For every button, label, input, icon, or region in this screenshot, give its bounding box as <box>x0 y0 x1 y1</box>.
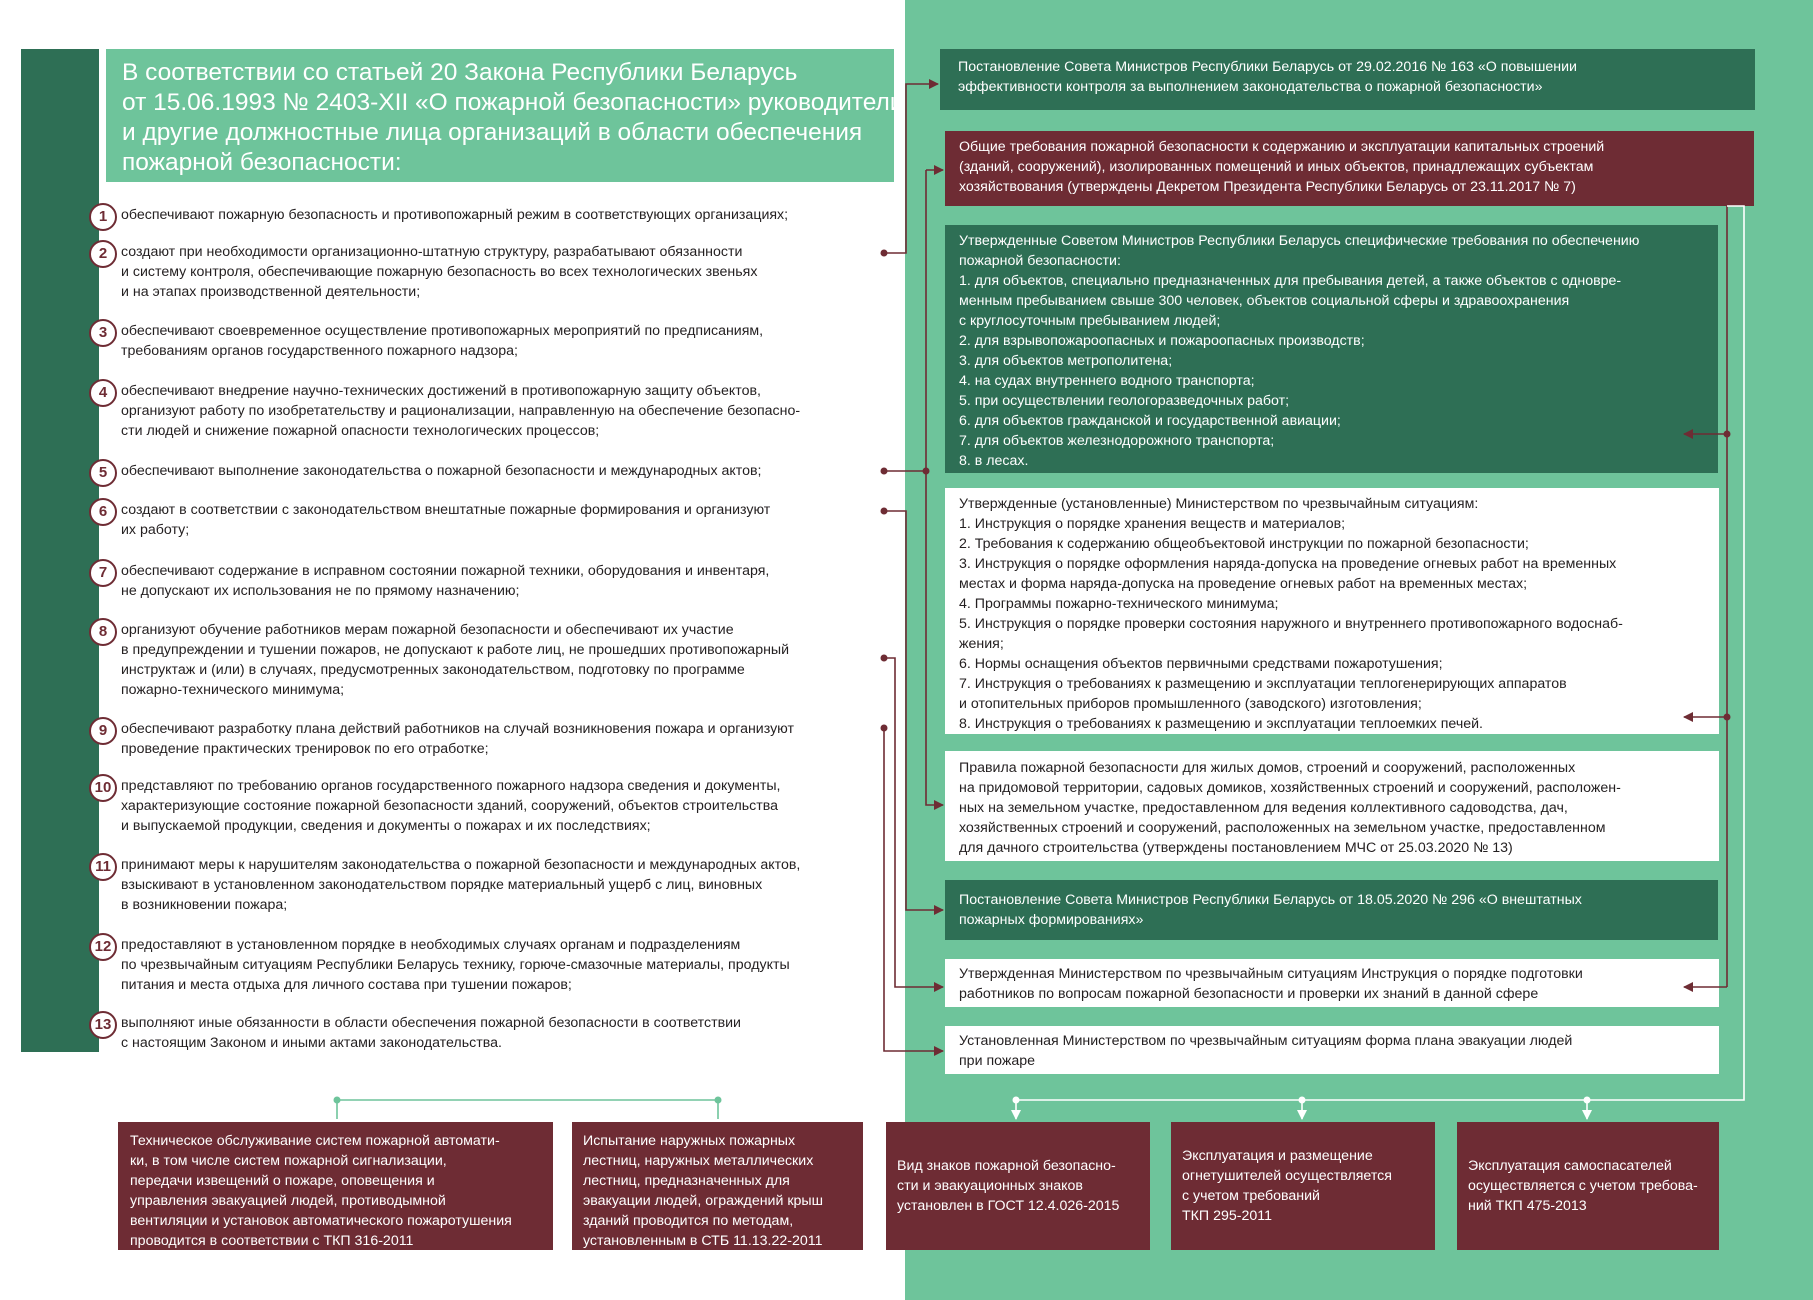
item-line: обеспечивают пожарную безопасность и противопожарный режим в соответствующих организациях; <box>121 207 789 223</box>
box-line: лестниц, наружных металлических <box>583 1153 814 1169</box>
item-text <box>121 461 901 481</box>
box-line: Постановление Совета Министров Республики Беларусь от 29.02.2016 № 163 «О повышении <box>958 59 1577 75</box>
box-line: ТКП 295-2011 <box>1182 1208 1272 1224</box>
item-text <box>121 205 901 225</box>
box-line: эвакуации людей, ограждений крыш <box>583 1193 824 1209</box>
item-text <box>121 719 901 759</box>
self-rescuers-box <box>1457 1122 1719 1250</box>
box-line: менным пребыванием свыше 300 человек, объектов социальной сферы и здравоохранения <box>959 293 1570 309</box>
item-line: обеспечивают разработку плана действий работников на случай возникновения пожара и организуют <box>121 721 795 737</box>
item-line: создают в соответствии с законодательством внештатные пожарные формирования и организуют <box>121 502 771 518</box>
item-line: характеризующие состояние пожарной безопасности зданий, сооружений, объектов строительства <box>121 798 779 814</box>
box-line: передачи извещений о пожаре, оповещения и <box>130 1173 435 1189</box>
box-line: 3. для объектов метрополитена; <box>959 353 1173 369</box>
box-line: 8. в лесах. <box>959 453 1029 469</box>
item-line: в предупреждении и тушении пожаров, не допускают к работе лиц, не прошедших противопожарный <box>121 642 790 658</box>
box-line: 3. Инструкция о порядке оформления наряда-допуска на проведение огневых работ на временных <box>959 556 1617 572</box>
box-line: и отопительных приборов промышленного (заводского) изготовления; <box>959 696 1422 712</box>
item-text <box>121 1013 901 1053</box>
item-number: 6 <box>89 498 117 526</box>
decree-7-requirements-box <box>945 131 1754 206</box>
box-line: Утвержденная Министерством по чрезвычайным ситуациям Инструкция о порядке подготовки <box>959 966 1583 982</box>
item-text <box>121 242 901 302</box>
box-line: Установленная Министерством по чрезвычайным ситуациям форма плана эвакуации людей <box>959 1033 1573 1049</box>
item-number: 2 <box>89 240 117 268</box>
item-line: и систему контроля, обеспечивающие пожарную безопасность во всех технологических звеньях <box>121 264 758 280</box>
item-text <box>121 935 901 995</box>
item-line: обеспечивают выполнение законодательства о пожарной безопасности и международных актов; <box>121 463 762 479</box>
box-line: Утвержденные Советом Министров Республики Беларусь специфические требования по обеспечению <box>959 233 1640 249</box>
box-line: (зданий, сооружений), изолированных помещений и иных объектов, принадлежащих субъектам <box>959 159 1594 175</box>
box-line: Эксплуатация и размещение <box>1182 1148 1373 1164</box>
item-number: 3 <box>89 319 117 347</box>
item-line: пожарно-технического минимума; <box>121 682 345 698</box>
box-line: вентиляции и установок автоматического пожаротушения <box>130 1213 512 1229</box>
item-text <box>121 500 901 540</box>
box-line: Испытание наружных пожарных <box>583 1133 796 1149</box>
item-line: обеспечивают своевременное осуществление противопожарных мероприятий по предписаниям, <box>121 323 764 339</box>
item-line: обеспечивают содержание в исправном состоянии пожарной техники, оборудования и инвентаря, <box>121 563 770 579</box>
box-line: 6. Нормы оснащения объектов первичными средствами пожаротушения; <box>959 656 1443 672</box>
box-line: работников по вопросам пожарной безопасности и проверки их знаний в данной сфере <box>959 986 1539 1002</box>
item-text <box>121 855 901 915</box>
box-line: Вид знаков пожарной безопасно- <box>897 1158 1116 1174</box>
green-connectors <box>337 1100 718 1119</box>
item-text <box>121 561 901 601</box>
item-line: по чрезвычайным ситуациям Республики Беларусь технику, горюче-смазочные материалы, продукты <box>121 957 790 973</box>
item-number: 9 <box>89 717 117 745</box>
item-line: представляют по требованию органов государственного пожарного надзора сведения и документы, <box>121 778 781 794</box>
item-line: обеспечивают внедрение научно-технических достижений в противопожарную защиту объектов, <box>121 383 761 399</box>
box-line: 5. Инструкция о порядке проверки состояния наружного и внутреннего противопожарного водоснаб- <box>959 616 1623 632</box>
box-line: местах и форма наряда-допуска на проведение огневых работ на временных местах; <box>959 576 1528 592</box>
safety-signs-box <box>886 1122 1150 1250</box>
left-accent-bar <box>21 49 99 1052</box>
item-number: 5 <box>89 459 117 487</box>
box-line: 1. для объектов, специально предназначенных для пребывания детей, а также объектов с одновре- <box>959 273 1622 289</box>
emergency-ministry-documents-box <box>945 488 1719 734</box>
resolution-163-box <box>940 49 1755 110</box>
item-line: их работу; <box>121 522 190 538</box>
item-text <box>121 776 901 836</box>
header-line: пожарной безопасности: <box>122 149 402 176</box>
box-line: лестниц, предназначенных для <box>583 1173 790 1189</box>
residential-fire-rules-box <box>945 751 1719 861</box>
box-line: Правила пожарной безопасности для жилых домов, строений и сооружений, расположенных <box>959 760 1576 776</box>
dot <box>334 1097 341 1104</box>
box-line: огнетушителей осуществляется <box>1182 1168 1392 1184</box>
item-line: предоставляют в установленном порядке в необходимых случаях органам и подразделениям <box>121 937 741 953</box>
item-text <box>121 381 901 441</box>
box-line: пожарной безопасности: <box>959 253 1121 269</box>
item-line: принимают меры к нарушителям законодательства о пожарной безопасности и международных актов, <box>121 857 801 873</box>
item-number: 1 <box>89 203 117 231</box>
box-line: хозяйственных строений и сооружений, расположенных на земельном участке, предоставленном <box>959 820 1606 836</box>
box-line: на придомовой территории, садовых домиков, хозяйственных строений и сооружений, расположен- <box>959 780 1621 796</box>
box-line: Эксплуатация самоспасателей <box>1468 1158 1672 1174</box>
resolution-296-box <box>945 880 1718 940</box>
dot <box>715 1097 722 1104</box>
fire-automation-maintenance-box <box>118 1122 553 1250</box>
item-line: организуют работу по изобретательству и рационализации, направленную на обеспечение безопасно- <box>121 403 801 419</box>
fire-ladders-testing-box <box>572 1122 863 1250</box>
item-line: в возникновении пожара; <box>121 897 288 913</box>
fire-extinguishers-box <box>1171 1122 1435 1250</box>
specific-requirements-box <box>945 225 1718 473</box>
box-line: ных на земельном участке, предоставленном для ведения коллективного садоводства, дач, <box>959 800 1568 816</box>
item-line: сти людей и снижение пожарной опасности технологических процессов; <box>121 423 600 439</box>
item-line: питания и места отдыха для личного состава при тушении пожаров; <box>121 977 572 993</box>
box-line: 7. Инструкция о требованиях к размещению и эксплуатации теплогенерирующих аппаратов <box>959 676 1567 692</box>
box-line: ний ТКП 475-2013 <box>1468 1198 1587 1214</box>
item-line: и выпускаемой продукции, сведения и документы о пожарах и их последствиях; <box>121 818 651 834</box>
header-box <box>106 49 904 182</box>
box-line: жения; <box>959 636 1004 652</box>
box-line: установленным в СТБ 11.13.22-2011 <box>583 1233 823 1249</box>
item-text <box>121 620 901 700</box>
box-line: управления эвакуацией людей, противодымной <box>130 1193 446 1209</box>
item-number: 10 <box>89 774 117 802</box>
box-line: с круглосуточным пребыванием людей; <box>959 313 1221 329</box>
box-line: зданий проводится по методам, <box>583 1213 794 1229</box>
item-number: 4 <box>89 379 117 407</box>
box-line: Постановление Совета Министров Республики Беларусь от 18.05.2020 № 296 «О внештатных <box>959 892 1582 908</box>
box-line: 4. на судах внутреннего водного транспорта; <box>959 373 1255 389</box>
header-line: от 15.06.1993 № 2403-XII «О пожарной безопасности» руководители <box>122 89 904 116</box>
item-number: 13 <box>89 1011 117 1039</box>
box-line: при пожаре <box>959 1053 1036 1069</box>
box-line: проводится в соответствии с ТКП 316-2011 <box>130 1233 414 1249</box>
box-line: 2. Требования к содержанию общеобъектовой инструкции по пожарной безопасности; <box>959 536 1529 552</box>
item-line: с настоящим Законом и иными актами законодательства. <box>121 1035 502 1051</box>
training-instruction-box <box>945 959 1719 1007</box>
box-line: 6. для объектов гражданской и государственной авиации; <box>959 413 1341 429</box>
item-line: инструктаж и (или) в случаях, предусмотренных законодательством, подготовку по программе <box>121 662 745 678</box>
box-line: эффективности контроля за выполнением законодательства о пожарной безопасности» <box>958 79 1543 95</box>
box-line: Общие требования пожарной безопасности к содержанию и эксплуатации капитальных строений <box>959 139 1605 155</box>
box-line: 1. Инструкция о порядке хранения веществ и материалов; <box>959 516 1346 532</box>
box-line: Утвержденные (установленные) Министерством по чрезвычайным ситуациям: <box>959 496 1479 512</box>
box-line: хозяйствования (утверждены Декретом Президента Республики Беларусь от 23.11.2017 № 7) <box>959 179 1576 195</box>
box-line: с учетом требований <box>1182 1188 1320 1204</box>
header-line: и другие должностные лица организаций в области обеспечения <box>122 119 863 146</box>
box-line: для дачного строительства (утверждены постановлением МЧС от 25.03.2020 № 13) <box>959 840 1513 856</box>
box-line: установлен в ГОСТ 12.4.026-2015 <box>897 1198 1120 1214</box>
item-number: 12 <box>89 933 117 961</box>
item-number: 8 <box>89 618 117 646</box>
box-line: 4. Программы пожарно-технического минимума; <box>959 596 1279 612</box>
box-line: пожарных формированиях» <box>959 912 1144 928</box>
item-line: не допускают их использования не по прямому назначению; <box>121 583 520 599</box>
item-line: взыскивают в установленном законодательством порядке материальный ущерб с лиц, виновных <box>121 877 763 893</box>
box-line: осуществляется с учетом требова- <box>1468 1178 1698 1194</box>
box-line: 7. для объектов железнодорожного транспорта; <box>959 433 1275 449</box>
item-line: требованиям органов государственного пожарного надзора; <box>121 343 518 359</box>
item-line: проведение практических тренировок по его отработке; <box>121 741 489 757</box>
item-number: 7 <box>89 559 117 587</box>
evacuation-plan-box <box>945 1026 1719 1074</box>
item-number: 11 <box>89 853 117 881</box>
item-line: создают при необходимости организационно-штатную структуру, разрабатывают обязанности <box>121 244 743 260</box>
box-line: ки, в том числе систем пожарной сигнализации, <box>130 1153 447 1169</box>
item-line: организуют обучение работников мерам пожарной безопасности и обеспечивают их участие <box>121 622 734 638</box>
green-dots <box>334 1097 722 1104</box>
item-line: выполняют иные обязанности в области обеспечения пожарной безопасности в соответствии <box>121 1015 741 1031</box>
box-line: 2. для взрывопожароопасных и пожароопасных производств; <box>959 333 1365 349</box>
box-line: Техническое обслуживание систем пожарной автомати- <box>130 1133 500 1149</box>
box-line: 5. при осуществлении геологоразведочных работ; <box>959 393 1290 409</box>
item-text <box>121 321 901 361</box>
box-line: сти и эвакуационных знаков <box>897 1178 1083 1194</box>
header-line: В соответствии со статьей 20 Закона Республики Беларусь <box>122 59 798 86</box>
box-line: 8. Инструкция о требованиях к размещению и эксплуатации теплоемких печей. <box>959 716 1483 732</box>
item-line: и на этапах производственной деятельности; <box>121 284 421 300</box>
